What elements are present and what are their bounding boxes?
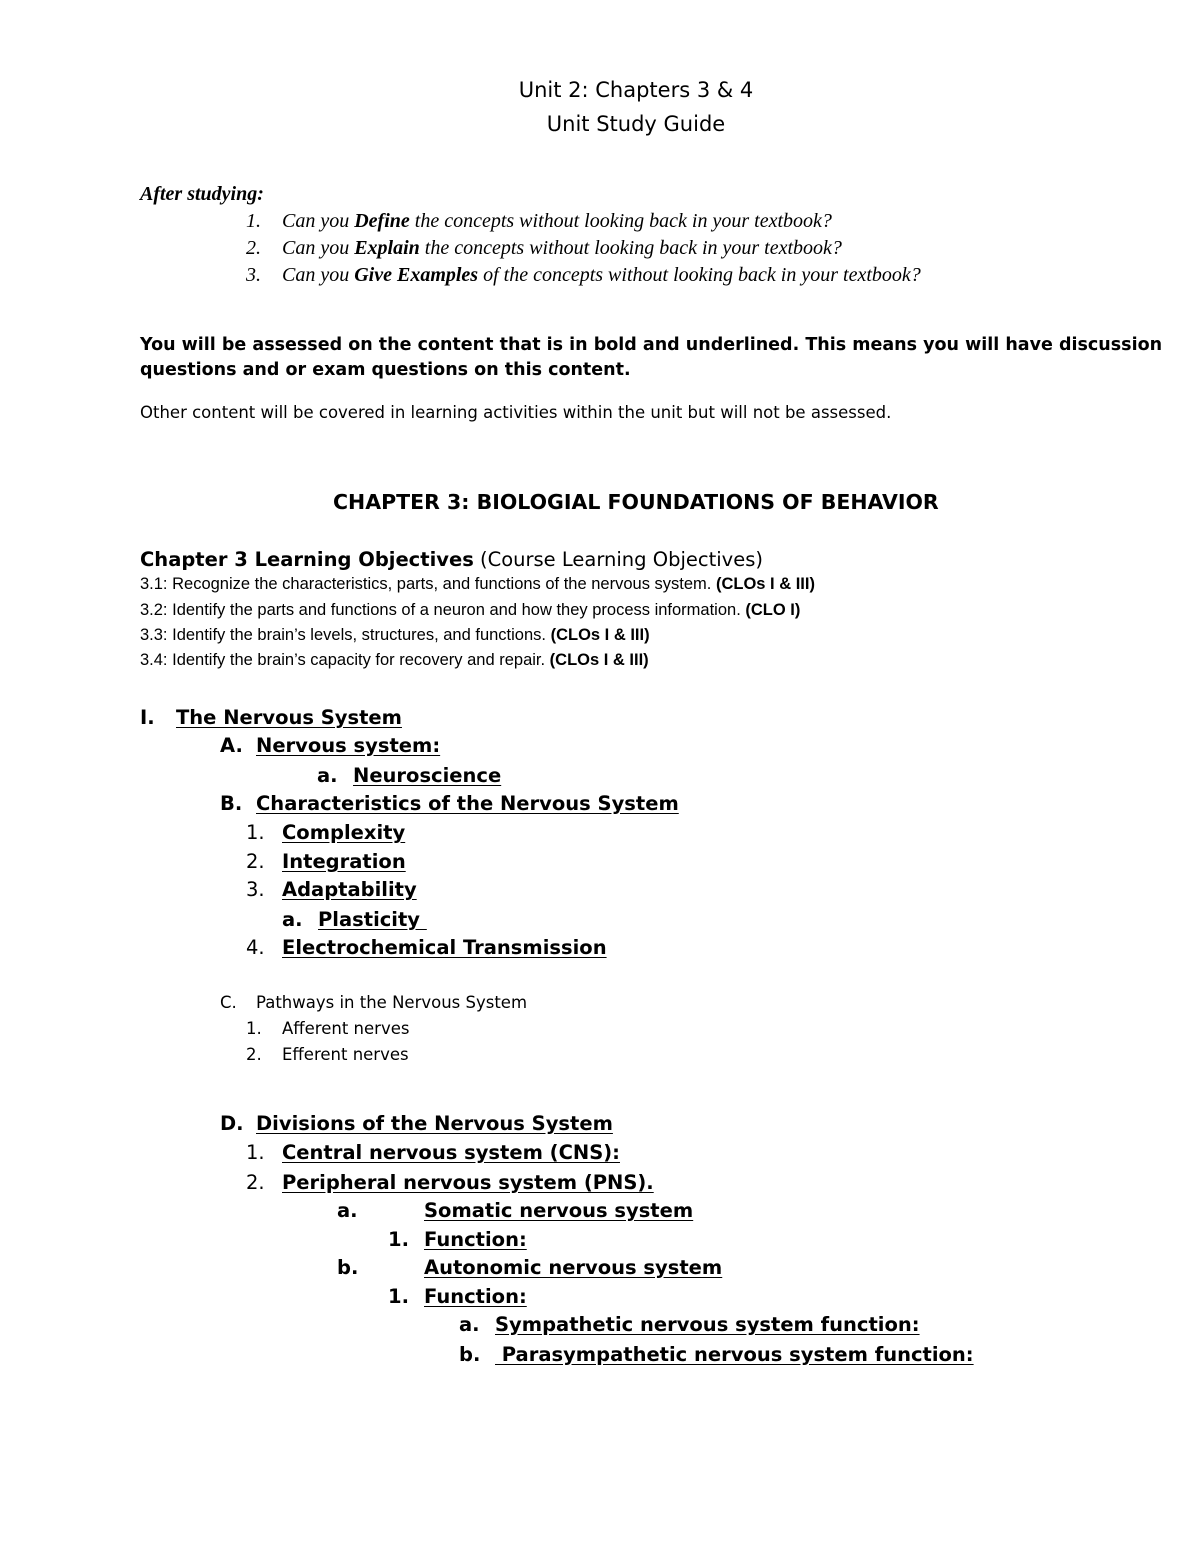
outline-label: 1. <box>246 1019 262 1038</box>
outline-item-divisions: Divisions of the Nervous System <box>256 1112 613 1135</box>
objectives-heading-bold: Chapter 3 Learning Objectives <box>140 548 474 571</box>
outline-item-integration: Integration <box>282 850 406 873</box>
question-text: Can you <box>282 237 355 259</box>
objective-text: 3.1: Recognize the characteristics, parts, and functions of the nervous system. <box>140 575 716 593</box>
objective-clo: (CLOs I & III) <box>549 651 649 669</box>
outline-label: 1. <box>246 821 265 844</box>
question-keyword: Give Examples <box>354 264 479 286</box>
other-content-note: Other content will be covered in learning activities within the unit but will not be assessed. <box>140 403 892 422</box>
objective-item <box>140 601 800 620</box>
outline-label: 3. <box>246 878 265 901</box>
outline-label: 1. <box>246 1141 265 1164</box>
objectives-heading <box>140 548 763 571</box>
outline-item-afferent: Afferent nerves <box>282 1019 410 1038</box>
outline-label: 2. <box>246 1045 262 1064</box>
objective-text: 3.4: Identify the brain’s capacity for recovery and repair. <box>140 651 550 669</box>
question-number: 1. <box>246 210 261 232</box>
objective-clo: (CLO I) <box>745 601 801 619</box>
question-number: 2. <box>246 237 261 259</box>
outline-item-somatic-function: Function: <box>424 1228 527 1251</box>
outline-item-efferent: Efferent nerves <box>282 1045 409 1064</box>
outline-label: a. <box>282 908 303 931</box>
outline-label: a. <box>317 764 338 787</box>
outline-item-pns: Peripheral nervous system (PNS). <box>282 1171 654 1194</box>
question-text: the concepts without looking back in your textbook? <box>419 237 842 259</box>
outline-item-autonomic-function: Function: <box>424 1285 527 1308</box>
outline-label: 1. <box>388 1285 409 1308</box>
question-item <box>246 210 832 233</box>
outline-label: 2. <box>246 1171 265 1194</box>
outline-section-nervous-system: The Nervous System <box>176 706 402 729</box>
outline-label: a. <box>337 1199 358 1222</box>
doc-subtitle: Unit Study Guide <box>546 112 726 136</box>
outline-label: b. <box>459 1343 481 1366</box>
question-number: 3. <box>246 264 261 286</box>
outline-item-plasticity: Plasticity <box>318 908 427 931</box>
objective-text: 3.3: Identify the brain’s levels, structures, and functions. <box>140 626 551 644</box>
question-item <box>246 237 842 260</box>
objective-clo: (CLOs I & III) <box>715 575 815 593</box>
outline-label: 2. <box>246 850 265 873</box>
outline-item-electrochemical: Electrochemical Transmission <box>282 936 607 959</box>
question-keyword: Explain <box>354 237 420 259</box>
outline-item-nervous-system: Nervous system: <box>256 734 441 757</box>
question-text: Can you <box>282 210 355 232</box>
outline-label: 4. <box>246 936 265 959</box>
outline-label: I. <box>140 706 155 729</box>
objective-clo: (CLOs I & III) <box>550 626 650 644</box>
outline-item-characteristics: Characteristics of the Nervous System <box>256 792 679 815</box>
objective-item <box>140 575 815 594</box>
doc-title: Unit 2: Chapters 3 & 4 <box>518 78 754 102</box>
objective-text: 3.2: Identify the parts and functions of a neuron and how they process information. <box>140 601 746 619</box>
outline-label: b. <box>337 1256 359 1279</box>
chapter-title: CHAPTER 3: BIOLOGIAL FOUNDATIONS OF BEHAVIOR <box>333 490 939 514</box>
question-text: Can you <box>282 264 355 286</box>
outline-label: B. <box>220 792 243 815</box>
outline-item-neuroscience: Neuroscience <box>353 764 502 787</box>
question-text: of the concepts without looking back in your textbook? <box>478 264 921 286</box>
outline-item-sympathetic: Sympathetic nervous system function: <box>495 1313 920 1336</box>
assessment-note-line2: questions and or exam questions on this content. <box>140 360 631 380</box>
outline-item-complexity: Complexity <box>282 821 406 844</box>
outline-label: C. <box>220 993 237 1012</box>
outline-item-cns: Central nervous system (CNS): <box>282 1141 620 1164</box>
outline-label: a. <box>459 1313 480 1336</box>
outline-item-parasympathetic: Parasympathetic nervous system function: <box>495 1343 974 1366</box>
outline-item-somatic: Somatic nervous system <box>424 1199 694 1222</box>
objective-item <box>140 651 649 670</box>
assessment-note-line1: You will be assessed on the content that is in bold and underlined. This means you will have discussion <box>140 335 1163 355</box>
question-item <box>246 264 921 287</box>
question-keyword: Define <box>354 210 410 232</box>
outline-label: A. <box>220 734 243 757</box>
outline-label: 1. <box>388 1228 409 1251</box>
outline-item-pathways: Pathways in the Nervous System <box>256 993 528 1012</box>
objective-item <box>140 626 650 645</box>
objectives-heading-rest: (Course Learning Objectives) <box>473 548 763 571</box>
outline-item-adaptability: Adaptability <box>282 878 417 901</box>
outline-item-autonomic: Autonomic nervous system <box>424 1256 723 1279</box>
question-text: the concepts without looking back in your textbook? <box>409 210 832 232</box>
after-studying-heading: After studying: <box>140 183 264 205</box>
outline-label: D. <box>220 1112 244 1135</box>
